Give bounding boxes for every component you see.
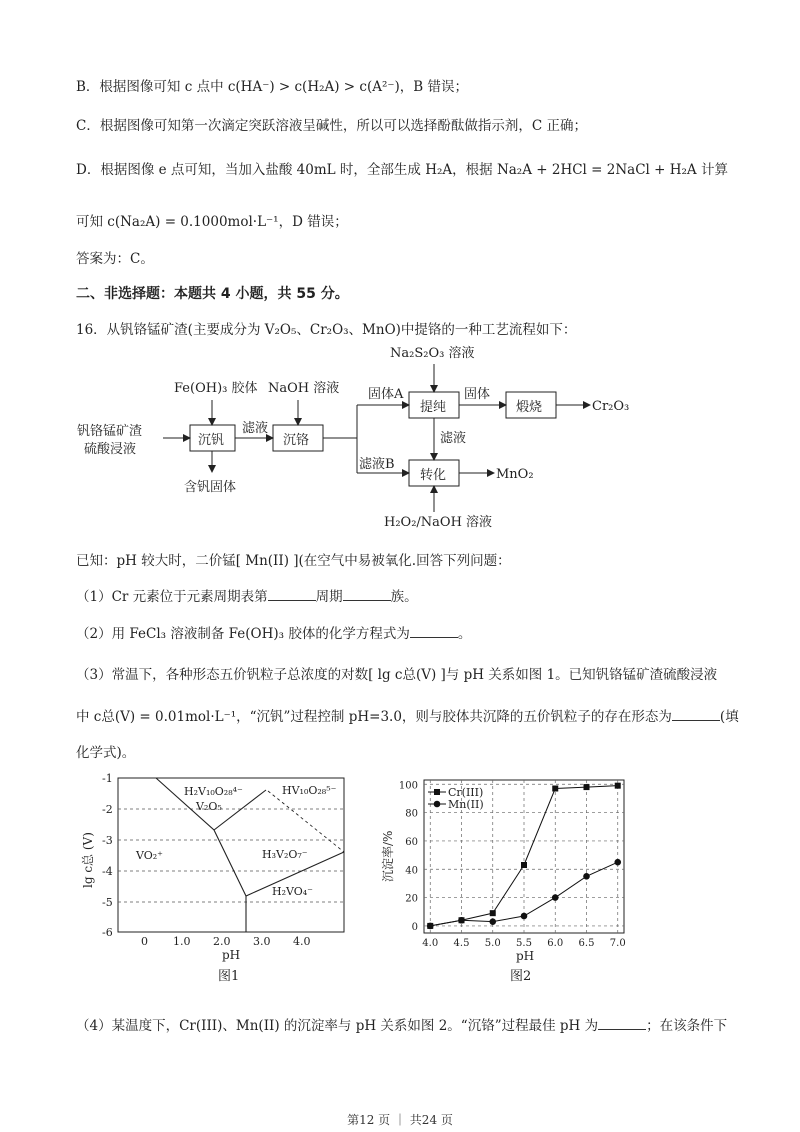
box-convert-label: 转化 [420, 468, 447, 483]
fig2-point-cr [490, 910, 496, 916]
question-4 [76, 1014, 727, 1034]
region-h3v2o7: H₃V₂O₇⁻ [262, 848, 308, 861]
fig2-ytick: 100 [398, 780, 418, 792]
option-d-text: D．根据图像 e 点可知，当加入盐酸 40mL 时，全部生成 H₂A，根据 Na₂A + 2HCl = 2NaCl + H₂A 计算 [76, 162, 728, 178]
fig2-point-mn [583, 873, 590, 880]
box-precipitate-v-label: 沉钒 [198, 433, 225, 448]
fig2-xtick: 7.0 [609, 938, 626, 949]
q3-part-b: 中 c总(V) = 0.01mol·L⁻¹，“沉钒”过程控制 pH=3.0，则与胶体共沉降的五价钒粒子的存在形态为 [76, 709, 672, 725]
q2-part-a: （2）用 FeCl₃ 溶液制备 Fe(OH)₃ 胶体的化学方程式为 [76, 626, 410, 642]
fig2-point-mn [521, 913, 528, 920]
section-heading: 二、非选择题：本题共 4 小题，共 55 分。 [76, 286, 349, 302]
fig2-point-cr [615, 783, 621, 789]
option-d-continued: 可知 c(Na₂A) = 0.1000mol·L⁻¹，D 错误； [76, 214, 348, 230]
figure-1-diagram [72, 770, 362, 985]
fig2-point-mn [552, 894, 559, 901]
fig1-caption: 图1 [218, 969, 240, 984]
region-vo2: VO₂⁺ [136, 849, 163, 862]
box-calcine-label: 煅烧 [516, 400, 543, 415]
question-3-line2 [76, 705, 739, 725]
q1-part-b: 周期 [315, 589, 343, 605]
fig1-xtick-4: 4.0 [293, 935, 311, 948]
label-filtrate-b: 滤液B [359, 457, 395, 472]
fig2-legend-label: Cr(III) [448, 786, 484, 799]
label-filtrate-1: 滤液 [242, 421, 269, 436]
q1-part-c: 族。 [390, 589, 418, 605]
fig2-xtick: 6.0 [547, 938, 564, 949]
fig2-point-cr [552, 786, 558, 792]
fig1-xtick-3: 3.0 [253, 935, 271, 948]
fig1-ytick-6: -6 [102, 926, 113, 939]
page-footer: 第12 页 ｜ 共24 页 [347, 1113, 453, 1127]
fig2-point-mn [427, 923, 434, 930]
option-b-text: B．根据图像可知 c 点中 c(HA⁻) > c(H₂A) > c(A²⁻)，B 错误； [76, 79, 469, 95]
fig1-ytick-3: -3 [102, 834, 113, 847]
box-precipitate-cr-label: 沉铬 [283, 433, 310, 448]
fig1-ytick-5: -5 [102, 896, 113, 909]
q3-part-c: (填 [719, 709, 739, 725]
question-16-text: 16．从钒铬锰矿渣(主要成分为 V₂O₅、Cr₂O₃、MnO)中提铬的一种工艺流程如下： [76, 322, 577, 338]
fig2-xlabel: pH [516, 949, 535, 963]
fig2-ytick: 40 [405, 865, 418, 877]
fig2-ytick: 60 [405, 836, 418, 848]
fig1-ylabel: lg c总 (V) [81, 832, 95, 888]
answer-blank-ph[interactable] [598, 1017, 646, 1030]
question-3-line1: （3）常温下，各种形态五价钒粒子总浓度的对数[ lg c总(V) ]与 pH 关系如图 1。已知钒铬锰矿渣硫酸浸液 [76, 667, 718, 683]
label-solid-a: 固体A [368, 387, 404, 402]
raw-material-2: 硫酸浸液 [84, 442, 137, 457]
answer-blank-period[interactable] [268, 588, 316, 601]
answer-blank-equation[interactable] [410, 625, 458, 638]
region-v2o5: V₂O₅ [196, 800, 222, 813]
region-hv10o28: HV₁₀O₂₈⁵⁻ [282, 784, 337, 797]
fig2-point-cr [521, 862, 527, 868]
fig2-ylabel: 沉淀率/% [381, 830, 395, 882]
fig2-xtick: 6.5 [578, 938, 595, 949]
answer-blank-group[interactable] [343, 588, 391, 601]
process-flow-diagram [0, 340, 800, 530]
reagent-naoh: NaOH 溶液 [268, 381, 340, 396]
reagent-feoh3: Fe(OH)₃ 胶体 [174, 381, 258, 396]
region-h2vo4: H₂VO₄⁻ [272, 885, 313, 898]
answer-text: 答案为：C。 [76, 251, 154, 267]
fig2-ytick: 20 [405, 893, 418, 905]
fig2-point-cr [584, 784, 590, 790]
fig2-ytick: 0 [411, 921, 418, 933]
q4-part-b: ；在该条件下 [646, 1018, 728, 1034]
fig2-xtick: 5.5 [516, 938, 532, 949]
q1-part-a: （1）Cr 元素位于元素周期表第 [76, 589, 268, 605]
question-2 [76, 622, 471, 642]
known-condition-text: 已知：pH 较大时，二价锰[ Mn(II) ](在空气中易被氧化.回答下列问题： [76, 553, 511, 569]
product-mno2: MnO₂ [496, 467, 534, 482]
q4-part-a: （4）某温度下，Cr(III)、Mn(II) 的沉淀率与 pH 关系如图 2。“沉铬”过程最佳 pH 为 [76, 1018, 599, 1034]
residue-vanadium: 含钒固体 [184, 480, 237, 495]
reagent-h2o2-naoh: H₂O₂/NaOH 溶液 [384, 515, 493, 530]
fig1-ytick-1: -1 [102, 772, 113, 785]
fig2-ytick: 80 [405, 808, 418, 820]
label-solid: 固体 [464, 387, 491, 402]
option-c-text: C．根据图像可知第一次滴定突跃溶液呈碱性，所以可以选择酚酞做指示剂，C 正确； [76, 118, 587, 134]
region-h2v10o28: H₂V₁₀O₂₈⁴⁻ [184, 785, 243, 798]
question-1 [76, 585, 418, 605]
label-filtrate-2: 滤液 [440, 431, 467, 446]
fig1-xtick-0: 0 [141, 935, 148, 948]
fig2-point-mn [489, 918, 496, 925]
question-3-line3: 化学式)。 [76, 745, 136, 761]
fig2-xtick: 4.0 [422, 938, 439, 949]
fig1-ytick-2: -2 [102, 803, 113, 816]
fig1-ytick-4: -4 [102, 865, 113, 878]
fig2-legend-label: Mn(II) [448, 798, 484, 811]
reagent-na2s2o3: Na₂S₂O₃ 溶液 [390, 346, 475, 361]
q2-part-b: 。 [457, 626, 472, 642]
answer-blank-vanadium-species[interactable] [672, 708, 720, 721]
fig2-legend-marker-mn [434, 801, 441, 808]
fig2-point-mn [614, 859, 621, 866]
fig1-xtick-2: 2.0 [213, 935, 231, 948]
figure-2-chart [378, 770, 648, 985]
fig2-point-mn [458, 917, 465, 924]
fig2-caption: 图2 [510, 969, 532, 984]
fig1-xtick-1: 1.0 [173, 935, 191, 948]
fig2-xtick: 4.5 [453, 938, 470, 949]
fig2-xtick: 5.0 [484, 938, 501, 949]
product-cr2o3: Cr₂O₃ [592, 399, 630, 414]
fig2-legend-marker-cr [434, 789, 440, 795]
fig1-xlabel: pH [222, 948, 241, 962]
raw-material-1: 钒铬锰矿渣 [77, 424, 143, 439]
box-purify-label: 提纯 [420, 400, 447, 415]
